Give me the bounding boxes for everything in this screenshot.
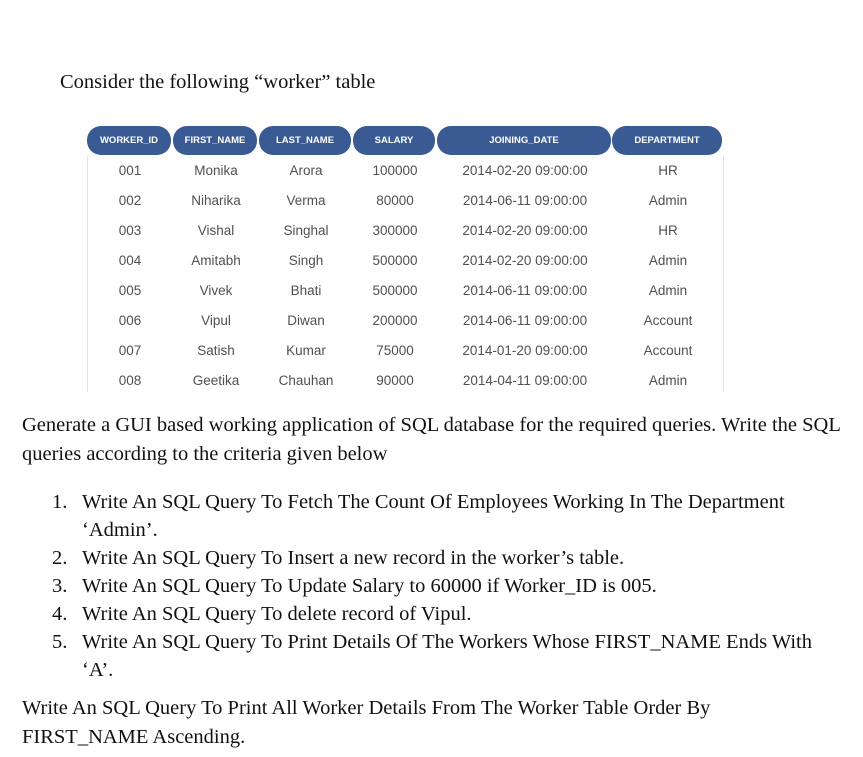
cell-salary: 75000 [376,343,414,358]
cell-salary: 200000 [372,313,418,328]
column-header-department: DEPARTMENT [612,126,722,155]
cell-first-name: Geetika [192,373,240,388]
list-number: 4. [52,603,68,625]
table-row [88,336,723,366]
column-header-first-name: FIRST_NAME [173,126,257,155]
column-header-joining-date: JOINING_DATE [437,126,611,155]
cell-last-name: Singh [288,253,324,268]
list-text: Write An SQL Query To Fetch The Count Of Employees Working In The Department ‘Admin’. [82,491,785,541]
list-number: 3. [52,575,68,597]
list-number: 5. [52,631,68,653]
list-number: 2. [52,547,68,569]
cell-worker-id: 001 [118,163,142,178]
cell-department: Admin [648,283,688,298]
cell-salary: 100000 [372,163,418,178]
cell-worker-id: 007 [118,343,142,358]
cell-department: Admin [648,193,688,208]
intro-text: Consider the following “worker” table [60,71,376,93]
list-text: Write An SQL Query To Update Salary to 60000 if Worker_ID is 005. [82,575,657,597]
table-row [88,156,723,186]
cell-first-name: Satish [197,343,235,358]
cell-joining-date: 2014-04-11 09:00:00 [462,373,588,388]
cell-first-name: Vipul [201,313,231,328]
table-row [88,216,723,246]
cell-last-name: Singhal [283,223,329,238]
cell-joining-date: 2014-02-20 09:00:00 [462,223,588,238]
final-paragraph: Write An SQL Query To Print All Worker Details From The Worker Table Order By FIRST_NAME Ascending. [22,697,711,748]
table-row [88,306,723,336]
cell-joining-date: 2014-06-11 09:00:00 [462,313,588,328]
cell-joining-date: 2014-06-11 09:00:00 [462,193,588,208]
cell-worker-id: 006 [118,313,142,328]
cell-first-name: Amitabh [191,253,241,268]
list-text: Write An SQL Query To Insert a new record in the worker’s table. [82,547,625,569]
cell-worker-id: 005 [118,283,142,298]
table-row [88,186,723,216]
list-item [46,628,846,684]
list-item [46,544,846,572]
cell-salary: 80000 [376,193,414,208]
cell-salary: 500000 [372,253,418,268]
cell-worker-id: 004 [118,253,142,268]
cell-department: Admin [648,373,688,388]
cell-salary: 90000 [376,373,414,388]
cell-last-name: Kumar [286,343,326,358]
list-item [46,488,846,544]
cell-department: HR [658,223,678,238]
cell-department: Admin [648,253,688,268]
list-item [46,572,846,600]
cell-worker-id: 002 [118,193,142,208]
worker-table [87,126,722,392]
cell-department: Account [643,343,693,358]
list-text: Write An SQL Query To delete record of Vipul. [82,603,472,625]
cell-department: Account [643,313,693,328]
table-row [88,246,723,276]
cell-last-name: Diwan [287,313,325,328]
list-number: 1. [52,491,68,513]
cell-last-name: Bhati [290,283,322,298]
task-paragraph: Generate a GUI based working application of SQL database for the required queries. Write the SQL queries according to the criteria given below [22,414,841,465]
cell-worker-id: 003 [118,223,142,238]
cell-salary: 500000 [372,283,418,298]
cell-first-name: Vishal [197,223,235,238]
cell-salary: 300000 [372,223,418,238]
cell-first-name: Niharika [191,193,241,208]
table-body [87,156,724,392]
cell-first-name: Vivek [199,283,233,298]
column-header-worker-id: WORKER_ID [87,126,171,155]
column-header-last-name: LAST_NAME [259,126,351,155]
table-row [88,276,723,306]
cell-joining-date: 2014-02-20 09:00:00 [462,253,588,268]
cell-first-name: Monika [194,163,238,178]
cell-joining-date: 2014-06-11 09:00:00 [462,283,588,298]
list-text: Write An SQL Query To Print Details Of The Workers Whose FIRST_NAME Ends With ‘A’. [82,631,812,681]
list-item [46,600,846,628]
query-list [46,488,846,684]
cell-last-name: Chauhan [278,373,334,388]
cell-last-name: Arora [289,163,323,178]
cell-department: HR [658,163,678,178]
table-row [88,366,723,396]
cell-worker-id: 008 [118,373,142,388]
column-header-salary: SALARY [353,126,435,155]
cell-joining-date: 2014-01-20 09:00:00 [462,343,588,358]
cell-joining-date: 2014-02-20 09:00:00 [462,163,588,178]
cell-last-name: Verma [286,193,326,208]
